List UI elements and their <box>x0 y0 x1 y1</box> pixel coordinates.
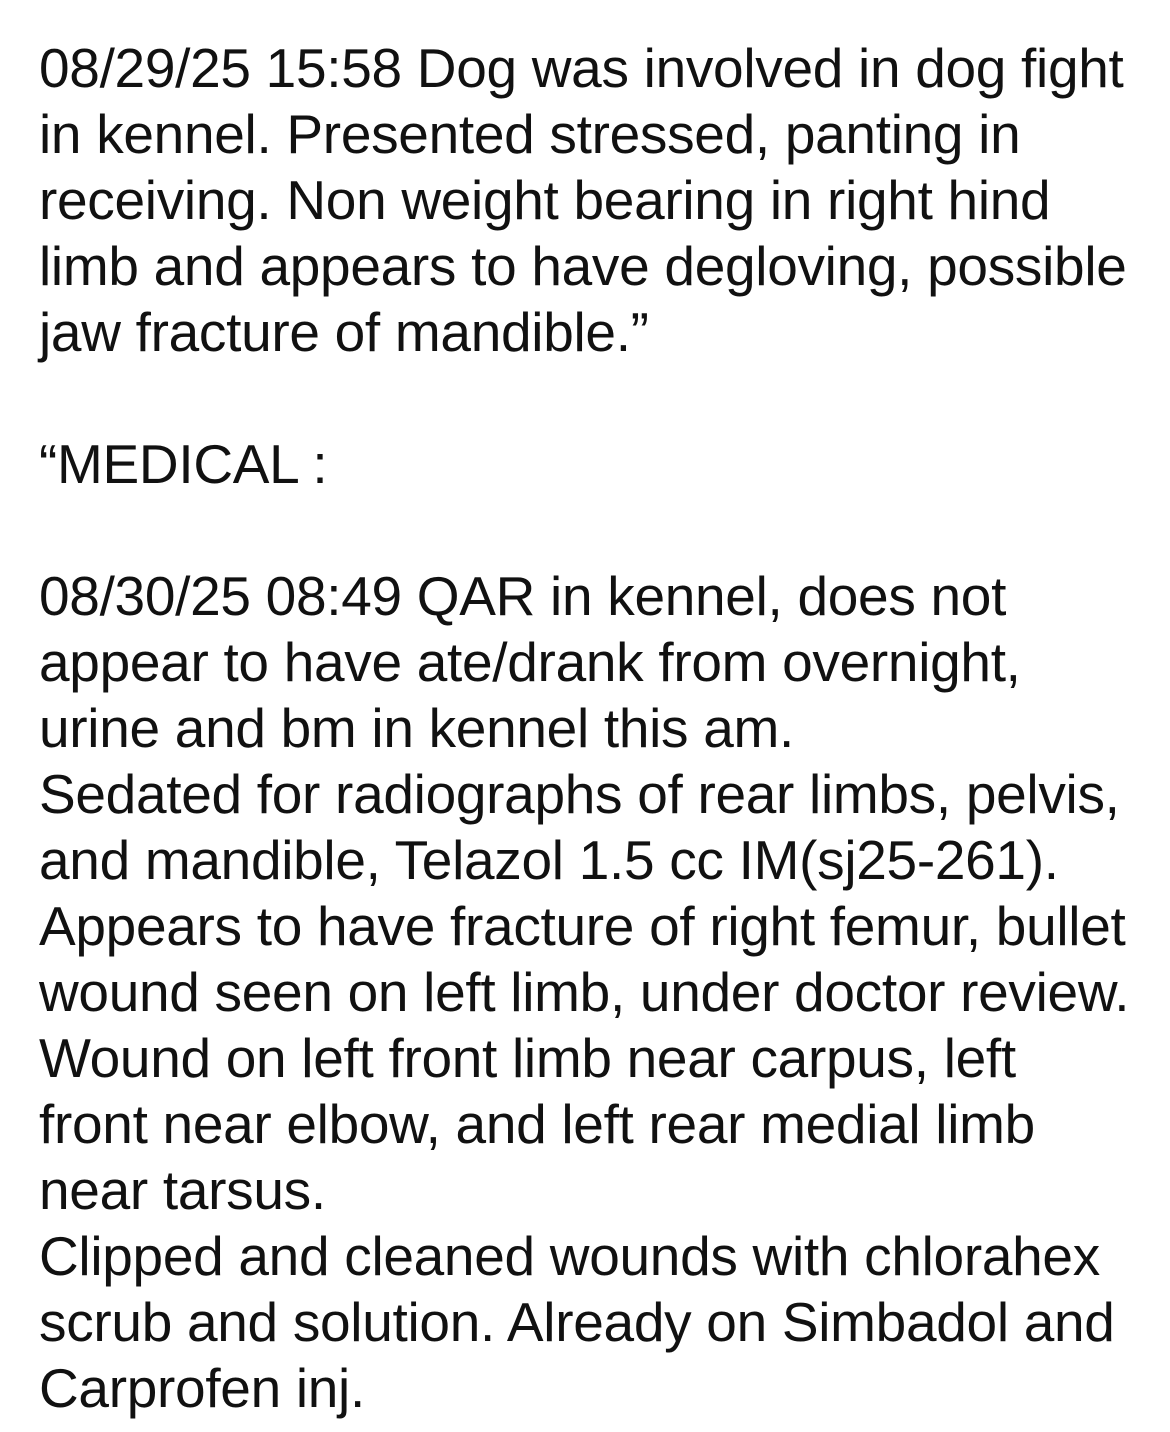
text-line: and mandible, Telazol 1.5 cc IM(sj25-261). <box>39 829 1059 891</box>
text-line: Wound on left front limb near carpus, left <box>39 1027 1016 1089</box>
text-line: scrub and solution. Already on Simbadol and <box>39 1291 1115 1353</box>
text-line: urine and bm in kennel this am. <box>39 697 795 759</box>
text-line: Carprofen inj. <box>39 1357 365 1419</box>
text-line: Appears to have fracture of right femur, bullet <box>39 895 1126 957</box>
text-line: 08/30/25 08:49 QAR in kennel, does not <box>39 565 1007 627</box>
text-line: front near elbow, and left rear medial limb <box>39 1093 1035 1155</box>
text-line: near tarsus. <box>39 1159 326 1221</box>
text-line <box>39 365 1140 431</box>
text-line: in kennel. Presented stressed, panting in <box>39 103 1021 165</box>
text-line: appear to have ate/drank from overnight, <box>39 631 1021 693</box>
text-line: 08/29/25 15:58 Dog was involved in dog fight <box>39 37 1124 99</box>
text-line <box>39 497 1140 563</box>
text-line: Sedated for radiographs of rear limbs, pelvis, <box>39 763 1120 825</box>
text-line: wound seen on left limb, under doctor review. <box>39 961 1130 1023</box>
text-line: limb and appears to have degloving, possible <box>39 235 1127 297</box>
text-line: jaw fracture of mandible.” <box>39 301 649 363</box>
text-line: “MEDICAL : <box>39 433 328 495</box>
text-line: receiving. Non weight bearing in right hind <box>39 169 1051 231</box>
text-line: Clipped and cleaned wounds with chlorahex <box>39 1225 1100 1287</box>
